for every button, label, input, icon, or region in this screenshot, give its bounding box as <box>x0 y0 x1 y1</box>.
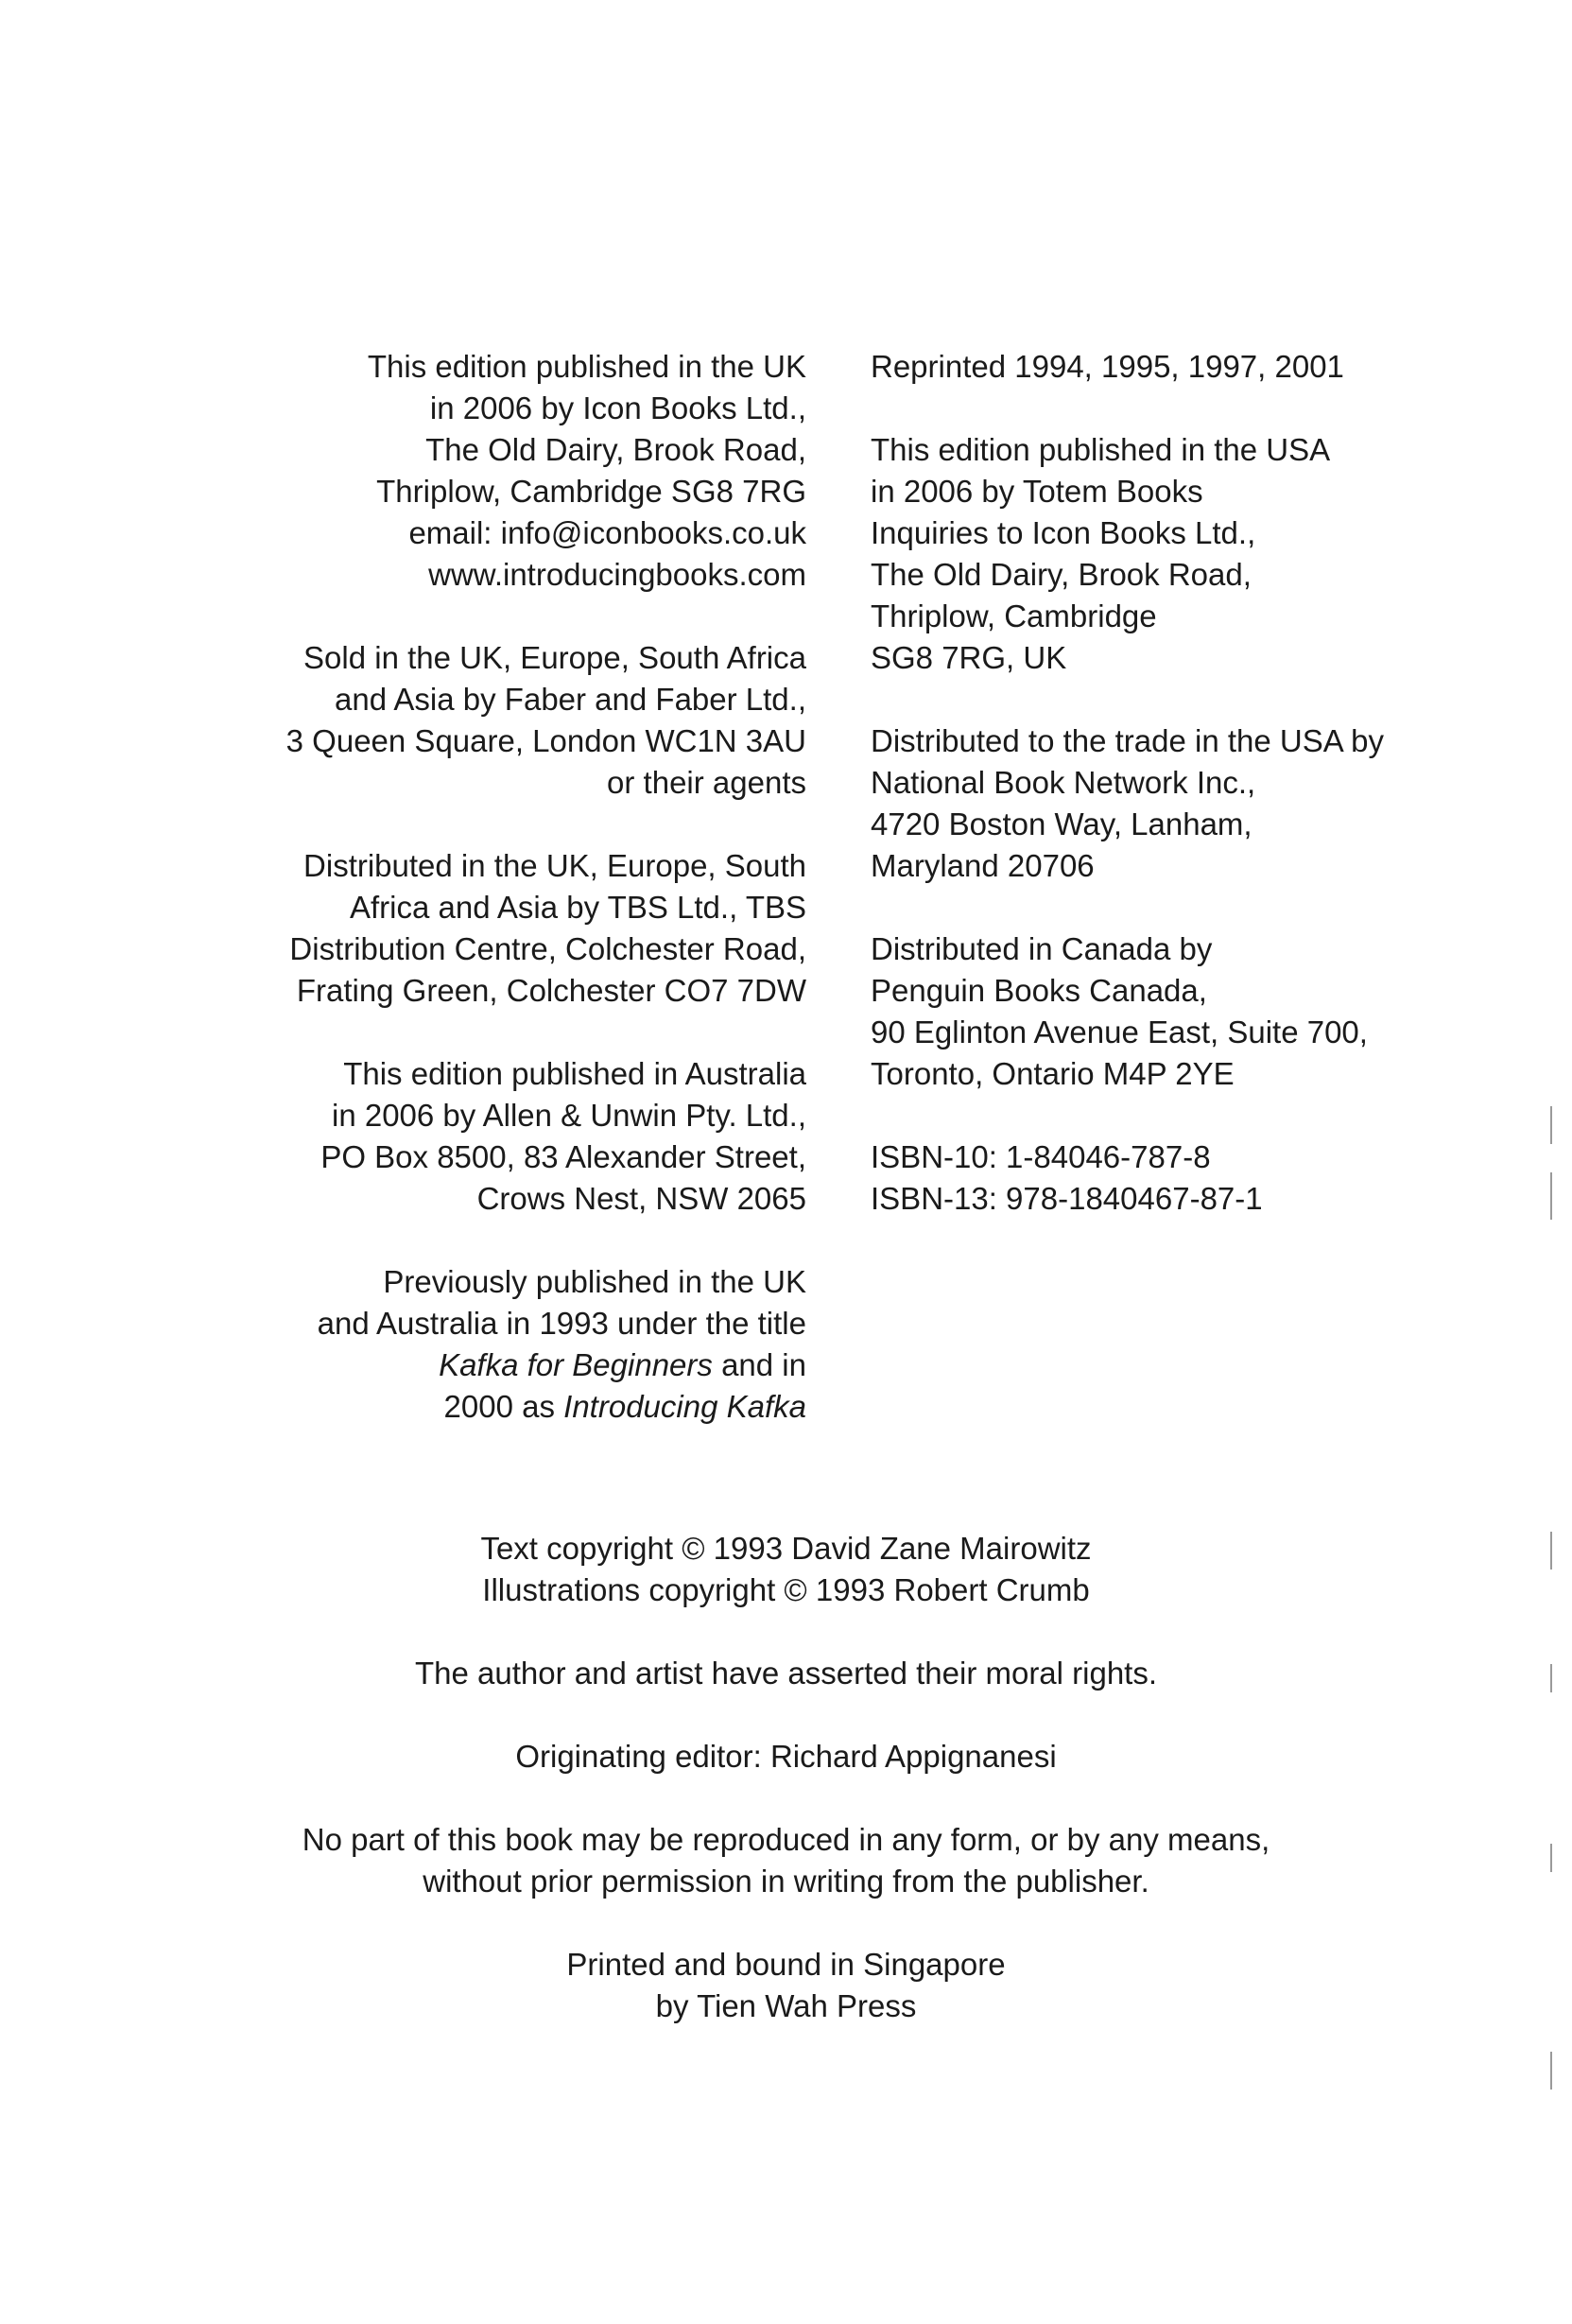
australia-edition-block <box>189 1053 806 1220</box>
uk-edition-email: email: info@iconbooks.co.uk <box>408 515 806 550</box>
australia-edition-line: This edition published in Australia <box>343 1056 806 1091</box>
center-block <box>0 1528 1572 2069</box>
right-column <box>871 346 1457 1261</box>
distributed-uk-line: Frating Green, Colchester CO7 7DW <box>296 973 806 1008</box>
isbn-10: ISBN-10: 1-84046-787-8 <box>871 1139 1211 1174</box>
moral-rights-line: The author and artist have asserted their moral rights. <box>414 1656 1158 1691</box>
uk-edition-block <box>189 346 806 596</box>
usa-edition-block <box>871 429 1457 679</box>
distributed-usa-line: National Book Network Inc., <box>871 765 1256 800</box>
isbn-13: ISBN-13: 978-1840467-87-1 <box>871 1181 1263 1216</box>
reprinted-block <box>871 346 1457 388</box>
uk-edition-line: This edition published in the UK <box>367 349 806 384</box>
scan-artifact <box>1550 1532 1552 1570</box>
usa-edition-line: The Old Dairy, Brook Road, <box>871 557 1252 592</box>
sold-in-line: or their agents <box>607 765 806 800</box>
australia-edition-line: in 2006 by Allen & Unwin Pty. Ltd., <box>331 1098 806 1133</box>
sold-in-block <box>189 637 806 804</box>
printer-credit <box>0 1944 1572 2027</box>
scan-artifact <box>1550 1106 1552 1144</box>
scan-artifact <box>1550 1844 1552 1872</box>
uk-edition-line: The Old Dairy, Brook Road, <box>425 432 806 467</box>
scan-artifact <box>1550 1172 1552 1220</box>
usa-edition-line: in 2006 by Totem Books <box>871 474 1203 509</box>
printer-line: by Tien Wah Press <box>655 1988 917 2023</box>
sold-in-line: 3 Queen Square, London WC1N 3AU <box>285 723 806 758</box>
isbn-block <box>871 1136 1457 1220</box>
distributed-canada-block <box>871 928 1457 1095</box>
distributed-uk-line: Distributed in the UK, Europe, South <box>303 848 806 883</box>
scan-artifact <box>1550 2052 1552 2090</box>
permission-notice <box>0 1819 1572 1902</box>
distributed-uk-block <box>189 845 806 1012</box>
sold-in-line: and Asia by Faber and Faber Ltd., <box>335 682 806 717</box>
distributed-usa-line: Distributed to the trade in the USA by <box>871 723 1384 758</box>
left-column <box>189 346 806 1469</box>
reprinted-line: Reprinted 1994, 1995, 1997, 2001 <box>871 349 1344 384</box>
distributed-canada-line: Toronto, Ontario M4P 2YE <box>871 1056 1235 1091</box>
permission-line: No part of this book may be reproduced in any form, or by any means, <box>302 1822 1270 1857</box>
distributed-usa-line: Maryland 20706 <box>871 848 1095 883</box>
distributed-canada-line: 90 Eglinton Avenue East, Suite 700, <box>871 1015 1368 1049</box>
australia-edition-line: Crows Nest, NSW 2065 <box>476 1181 806 1216</box>
distributed-usa-line: 4720 Boston Way, Lanham, <box>871 806 1252 841</box>
australia-edition-line: PO Box 8500, 83 Alexander Street, <box>320 1139 806 1174</box>
distributed-uk-line: Africa and Asia by TBS Ltd., TBS <box>349 890 806 925</box>
previously-text: 2000 as <box>443 1389 564 1424</box>
scan-artifact <box>1550 1664 1552 1692</box>
printer-line: Printed and bound in Singapore <box>566 1947 1006 1982</box>
moral-rights-notice <box>0 1653 1572 1694</box>
book-title: Kafka for Beginners <box>439 1347 713 1382</box>
usa-edition-line: This edition published in the USA <box>871 432 1331 467</box>
usa-edition-line: Inquiries to Icon Books Ltd., <box>871 515 1256 550</box>
uk-edition-line: in 2006 by Icon Books Ltd., <box>429 390 806 425</box>
previously-text: and in <box>712 1347 806 1382</box>
permission-line: without prior permission in writing from the publisher. <box>423 1864 1149 1899</box>
illustrations-copyright: Illustrations copyright © 1993 Robert Crumb <box>482 1572 1090 1607</box>
distributed-canada-line: Distributed in Canada by <box>871 931 1213 966</box>
distributed-usa-block <box>871 720 1457 887</box>
previously-line <box>189 1344 806 1386</box>
previously-line: Previously published in the UK <box>383 1264 806 1299</box>
previously-published-block <box>189 1261 806 1428</box>
uk-edition-website: www.introducingbooks.com <box>428 557 806 592</box>
editor-line: Originating editor: Richard Appignanesi <box>515 1739 1057 1774</box>
text-copyright: Text copyright © 1993 David Zane Mairowitz <box>480 1531 1092 1566</box>
book-title: Introducing Kafka <box>563 1389 806 1424</box>
uk-edition-line: Thriplow, Cambridge SG8 7RG <box>376 474 806 509</box>
editor-credit <box>0 1736 1572 1778</box>
distributed-canada-line: Penguin Books Canada, <box>871 973 1207 1008</box>
sold-in-line: Sold in the UK, Europe, South Africa <box>303 640 806 675</box>
usa-edition-line: SG8 7RG, UK <box>871 640 1067 675</box>
distributed-uk-line: Distribution Centre, Colchester Road, <box>289 931 806 966</box>
usa-edition-line: Thriplow, Cambridge <box>871 598 1157 633</box>
previously-line <box>189 1386 806 1428</box>
previously-line: and Australia in 1993 under the title <box>317 1306 806 1341</box>
copyright-notice <box>0 1528 1572 1611</box>
